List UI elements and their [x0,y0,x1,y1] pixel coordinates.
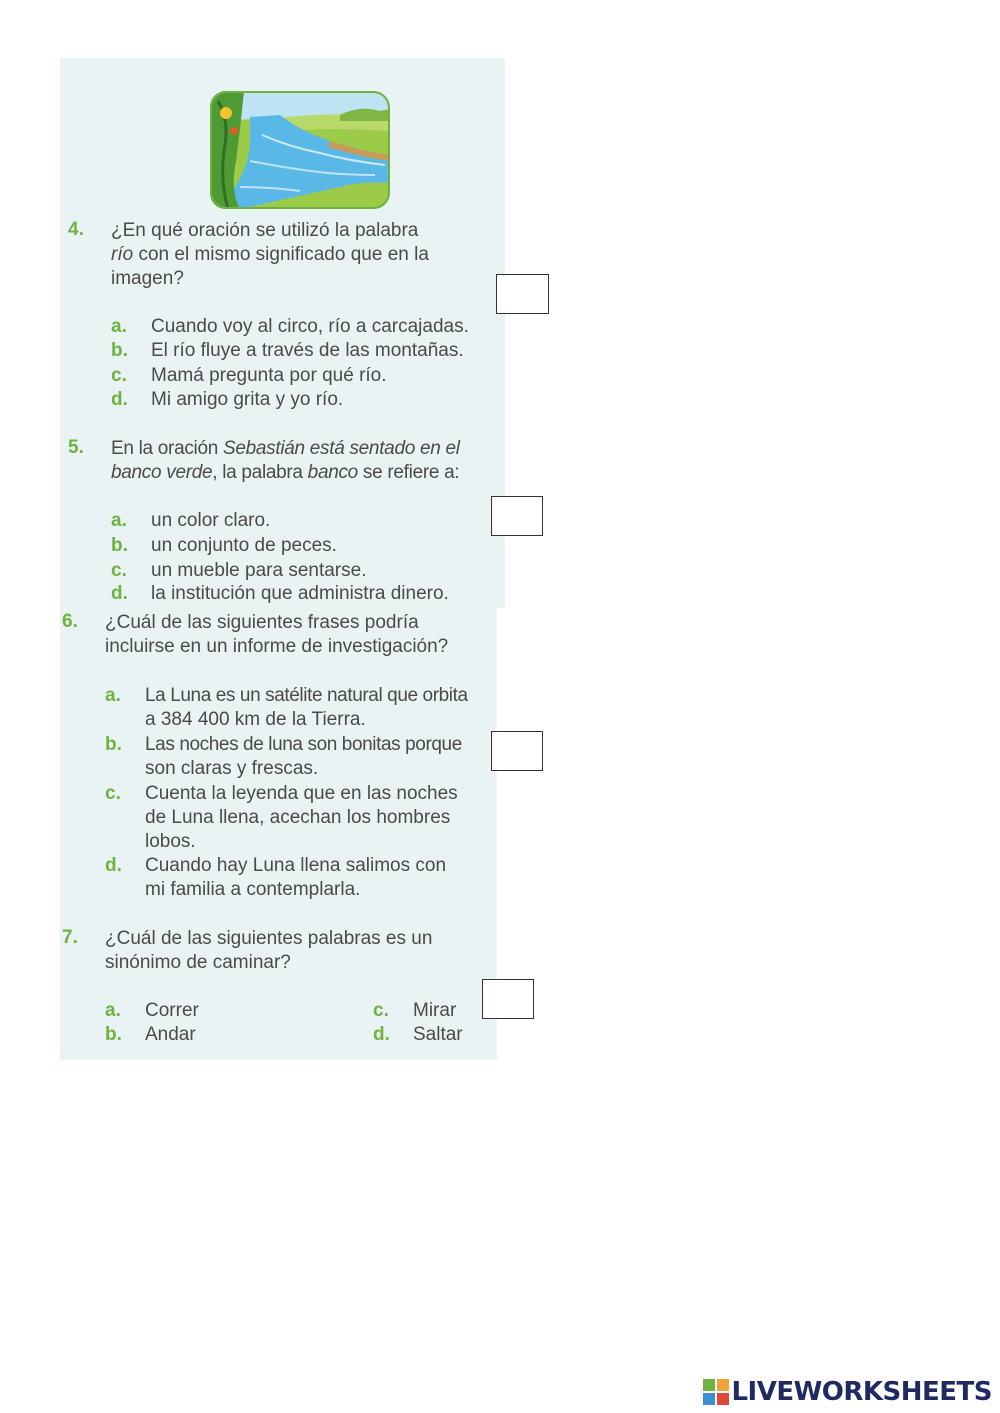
liveworksheets-logo [703,1377,992,1407]
question-4-line-1 [111,219,491,243]
option-text: Mirar [413,1000,457,1021]
option-text-line-3: lobos. [145,831,196,852]
option-text: Andar [145,1024,196,1045]
option-text-line-1: Cuenta la leyenda que en las noches [145,783,458,804]
q6-option-c [105,782,495,854]
option-text: Saltar [413,1024,463,1045]
question-5-sentence: Sebastián está sentado en el [222,438,460,459]
question-5-line-2-text: , la palabra [212,462,308,483]
q5-option-a [111,509,501,533]
q4-option-b [111,339,501,363]
q6-option-d [105,854,495,902]
answer-box-q7[interactable] [482,979,534,1019]
q4-option-c [111,364,501,388]
option-text: la institución que administra dinero. [151,583,449,604]
option-text: un color claro. [151,510,271,531]
q6-option-b [105,733,495,781]
q4-option-a [111,315,501,339]
option-text: Mamá pregunta por qué río. [151,365,387,386]
question-6-line-1: ¿Cuál de las siguientes frases podría [105,612,419,633]
q5-option-b [111,534,501,558]
q7-option-c [373,999,483,1023]
question-5-line-2 [111,461,496,485]
answer-box-q4[interactable] [496,274,549,314]
q5-option-c [111,559,501,583]
q7-option-d [373,1023,483,1047]
question-4-line-1-text: ¿En qué oración se utilizó la palabra [111,220,419,241]
question-7-text [105,927,490,975]
option-text-line-1: Cuando hay Luna llena salimos con [145,855,447,876]
question-6-text [105,611,490,659]
q7-option-b [105,1023,305,1047]
option-text: Mi amigo grita y yo río. [151,389,344,410]
question-5-line-2-end: se refiere a: [357,462,460,483]
option-text-line-1: La Luna es un satélite natural que orbita [145,685,468,706]
question-7-number: 7. [62,927,78,948]
question-6-line-2: incluirse en un informe de investigación? [105,636,449,657]
question-4-number: 4. [68,219,84,240]
option-letter: b. [111,535,128,556]
question-4-keyword: río [111,244,134,265]
option-text: Cuando voy al circo, río a carcajadas. [151,316,469,337]
option-letter: c. [111,560,127,581]
q5-option-d [111,582,501,606]
option-text-line-1: Las noches de luna son bonitas porque [145,734,462,755]
option-letter: b. [111,340,128,361]
river-illustration [210,91,390,209]
question-5-sentence-end: banco verde [111,462,213,483]
option-letter: c. [373,1000,389,1021]
option-text: Correr [145,1000,199,1021]
question-5-line-1-text: En la oración [111,438,223,459]
q6-option-a [105,684,495,732]
option-letter: d. [111,389,128,410]
option-letter: a. [111,510,127,531]
option-letter: d. [105,855,122,876]
option-letter: b. [105,734,122,755]
question-7-line-1: ¿Cuál de las siguientes palabras es un [105,928,433,949]
option-letter: d. [111,583,128,604]
liveworksheets-wordmark: LIVEWORKSHEETS [731,1377,992,1407]
option-text-line-2: mi familia a contemplarla. [145,879,361,900]
question-5-line-1 [111,437,496,461]
question-5-number: 5. [68,437,84,458]
question-4-text [111,219,491,291]
option-letter: a. [105,1000,121,1021]
option-letter: a. [105,685,121,706]
option-text: El río fluye a través de las montañas. [151,340,464,361]
liveworksheets-mark-icon [703,1379,729,1405]
question-4-line-2 [111,243,491,267]
option-letter: d. [373,1024,390,1045]
option-letter: c. [105,783,121,804]
question-5-text [111,437,496,485]
option-text-line-2: de Luna llena, acechan los hombres [145,807,451,828]
q4-option-d [111,388,501,412]
q7-option-a [105,999,305,1023]
option-text: un mueble para sentarse. [151,560,367,581]
option-letter: c. [111,365,127,386]
option-letter: a. [111,316,127,337]
option-letter: b. [105,1024,122,1045]
question-5-keyword: banco [307,462,358,483]
answer-box-q6[interactable] [491,731,543,771]
question-4-line-3: imagen? [111,268,184,289]
option-text-line-2: a 384 400 km de la Tierra. [145,709,366,730]
question-4-line-2-text: con el mismo significado que en la [133,244,429,265]
option-text-line-2: son claras y frescas. [145,758,319,779]
option-text: un conjunto de peces. [151,535,337,556]
question-6-number: 6. [62,611,78,632]
question-7-line-2: sinónimo de caminar? [105,952,291,973]
